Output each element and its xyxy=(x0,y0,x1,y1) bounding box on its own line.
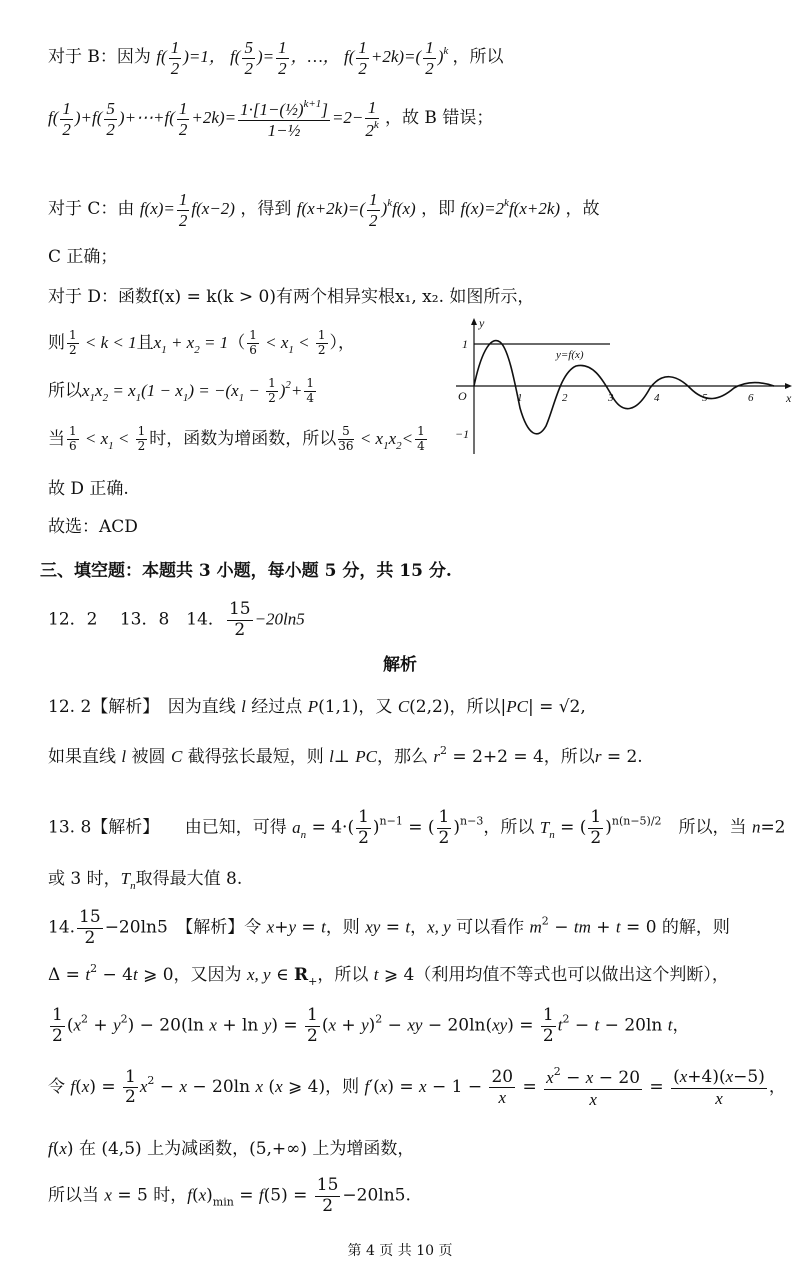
d-intro: 对于 D：函数f(x) = k(k > 0)有两个相异实根x₁, x₂. 如图所示， xyxy=(48,287,535,307)
q14-line1: 14. $\frac{15}{2}$ −20ln5 【解析】令 x+y = t，则 xy = t，x, y 可以看作 $m^2$ − tm + t = 0 的解，则 xyxy=(48,907,730,948)
curve-label: y=f(x) xyxy=(556,349,584,361)
origin-label: O xyxy=(458,389,467,403)
d-correct: 故 D 正确. xyxy=(48,479,129,499)
c-text4: ，故 xyxy=(565,198,600,219)
x-axis-arrow xyxy=(785,383,792,389)
c-text: 对于 C：由 xyxy=(48,198,135,219)
page-footer: 第 4 页 共 10 页 xyxy=(347,1243,453,1259)
x-axis-label: x xyxy=(786,391,792,405)
y-tick-neg1: −1 xyxy=(455,427,470,441)
section3-heading: 三、填空题：本题共 3 小题，每小题 5 分，共 15 分. xyxy=(40,561,452,581)
line-b-sum xyxy=(48,98,493,140)
y-axis-arrow xyxy=(471,318,477,325)
curve-f xyxy=(474,341,774,434)
q13-line2: 或 3 时，$T_n$取得最大值 8. xyxy=(48,869,243,892)
b-conclude: ，所以 xyxy=(452,46,504,67)
b-sum-formula: f( $\frac{1}{2}$ )+f( $\frac{5}{2}$ )+⋯+f( $\frac{1}{2}$ +2k)= $\frac{1\cdot[1-(\frac{1}{2})^{k+1}]}{\text{1−½}}$ =2− $\frac{1}{2^k}$ xyxy=(48,98,379,140)
y-tick-1: 1 xyxy=(462,337,468,351)
x-tick-4: 4 xyxy=(654,392,660,404)
line-c xyxy=(48,190,599,230)
d-line2: 所以$x_1x_2 = x_1(1 - x_1) = -(x_1$ − $\frac{1}{2}$ )$^2$+ $\frac{1}{4}$ xyxy=(48,376,315,405)
c-text2: ，得到 xyxy=(240,198,292,219)
x-tick-3: 3 xyxy=(608,392,614,404)
x-tick-2: 2 xyxy=(562,392,568,404)
y-axis-label: y xyxy=(479,318,485,330)
q12-line1: 12. 2【解析】 因为直线 l 经过点 P(1,1)，又 C(2,2)，所以|PC| = √2, xyxy=(48,697,586,717)
c-eq2: f(x+2k)=( $\frac{1}{2}$ )$^k$f(x) xyxy=(296,190,416,230)
q14-line4: 令 f(x) = $\frac{1}{2}$ $x^2 - x - 20\ln$ x (x ⩾ 4)，则 f′(x) = x − 1 − $\frac{20}{x}$ = $\frac{x^2 - x - 20}{x}$ = $\frac{(x+4)(x-5)}{x}$ ， xyxy=(48,1065,786,1109)
b-known-values: f( $\frac{1}{2}$ )=1， f( $\frac{5}{2}$ )= $\frac{1}{2}$ ，…， f( $\frac{1}{2}$ +2k)=( $\frac{1}{2}$ )$^k$ xyxy=(156,38,449,78)
b-wrong: ，故 B 错误； xyxy=(385,107,494,128)
d-line3: 当 $\frac{1}{6}$ < $x_1$ < $\frac{1}{2}$ 时，函数为增函数，所以 $\frac{5}{36}$ < $x_1x_2<$ $\frac{1}{4}$ xyxy=(48,424,425,453)
b-intro: 对于 B：因为 xyxy=(48,46,151,67)
x-tick-1: 1 xyxy=(517,392,523,404)
c-eq1: f(x)= $\frac{1}{2}$ f(x−2) xyxy=(139,190,235,230)
q14-line5: f(x) 在 (4,5) 上为减函数，(5,+∞) 上为增函数， xyxy=(48,1139,415,1159)
answers-line: 12．2 13．8 14． $\frac{15}{2}$ −20ln5 xyxy=(48,599,305,640)
choice-answer: 故选：ACD xyxy=(48,517,138,537)
q14-line3: $\frac{1}{2}$ $(x^2 + y^2) - 20(\ln$ x + ln y) = $\frac{1}{2}$ $(x + y)^2$ − xy − 20ln(xy) = $\frac{1}{2}$ $t^2 - t - 20\ln$ t， xyxy=(52,1005,690,1046)
q13-line1: 13. 8【解析】 由已知，可得 $a_n = 4\cdot$( $\frac{1}{2}$ )$^{n-1}$ = ( $\frac{1}{2}$ )$^{n-3}$，所以 $T_n$ = ( $\frac{1}{2}$ )$^{n(n-5)/2}$ 所以，当 n=2 xyxy=(48,807,786,848)
line-b-known xyxy=(48,38,504,78)
x-tick-5: 5 xyxy=(702,392,708,404)
analysis-heading: 解析 xyxy=(383,655,417,675)
q14-line2: $\Delta = t^2 - 4t$ ⩾ 0，又因为 x, y ∈ $R_+$，所以 t ⩾ 4（利用均值不等式也可以做出这个判断）， xyxy=(48,962,729,988)
c-text3: ，即 xyxy=(421,198,456,219)
c-eq3: $f(x)=2^kf(x+2k)$ xyxy=(460,196,561,218)
x-tick-6: 6 xyxy=(748,392,754,404)
d-line1: 则 $\frac{1}{2}$ < k < 1且$x_1 + x_2 = 1$（ $\frac{1}{6}$ < $x_1$ < $\frac{1}{2}$ ）， xyxy=(48,328,355,357)
q14-line6: 所以当 x = 5 时，$f(x)_{min} = f(5)$ = $\frac{15}{2}$ −20ln5. xyxy=(48,1175,411,1216)
c-correct: C 正确； xyxy=(48,247,118,267)
q12-line2: 如果直线 l 被圆 C 截得弦长最短，则 l⊥ PC，那么 $r^2 = 2+2 = 4$，所以r = 2. xyxy=(48,744,643,767)
function-graph xyxy=(452,318,797,458)
